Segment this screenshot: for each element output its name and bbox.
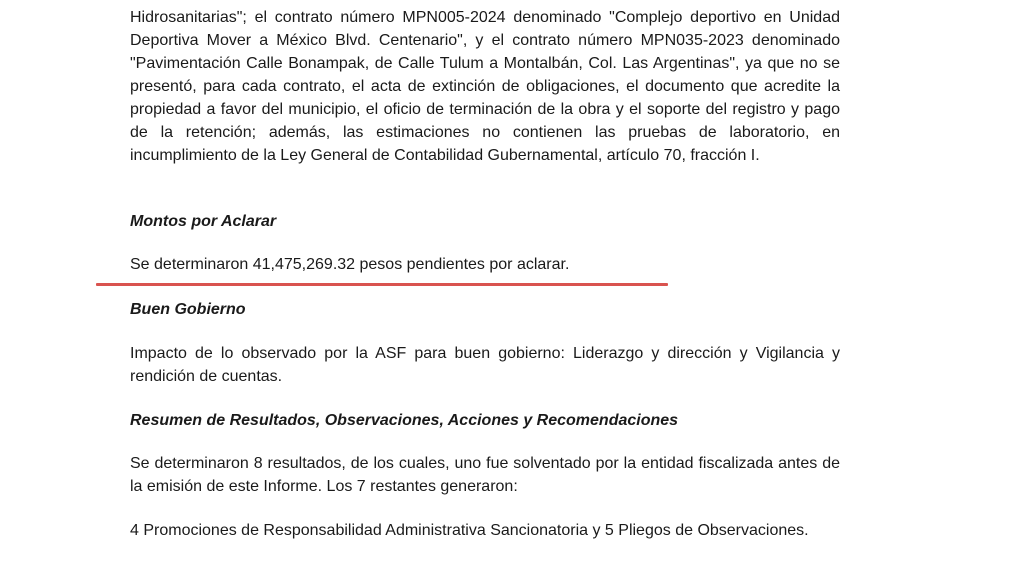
document-page [130, 6, 840, 542]
buen-gobierno-heading: Buen Gobierno [130, 301, 246, 318]
highlight-underline [96, 283, 668, 286]
montos-text: Se determinaron 41,475,269.32 pesos pendientes por aclarar. [130, 256, 570, 273]
intro-paragraph: Hidrosanitarias"; el contrato número MPN005-2024 denominado "Complejo deportivo en Unidad Deportiva Mover a México Blvd. Centenario", y el contrato número MPN035-2023 denominado "Pavimentación Calle Bonampak, de Calle Tulum a Montalbán, Col. Las Argentinas", ya que no se presentó, para cada contrato, el acta de extinción de obligaciones, el documento que acredite la propiedad a favor del municipio, el oficio de terminación de la obra y el soporte del registro y pago de la retención; además, las estimaciones no contienen las pruebas de laboratorio, en incumplimiento de la Ley General de Contabilidad Gubernamental, artículo 70, fracción I. [130, 9, 840, 164]
resumen-heading: Resumen de Resultados, Observaciones, Acciones y Recomendaciones [130, 412, 679, 429]
montos-heading: Montos por Aclarar [130, 213, 277, 230]
resumen-text-2: 4 Promociones de Responsabilidad Administrativa Sancionatoria y 5 Pliegos de Observaciones. [130, 522, 809, 539]
buen-gobierno-text: Impacto de lo observado por la ASF para buen gobierno: Liderazgo y dirección y Vigilancia y rendición de cuentas. [130, 345, 840, 385]
resumen-text-1: Se determinaron 8 resultados, de los cuales, uno fue solventado por la entidad fiscalizada antes de la emisión de este Informe. Los 7 restantes generaron: [130, 455, 840, 495]
